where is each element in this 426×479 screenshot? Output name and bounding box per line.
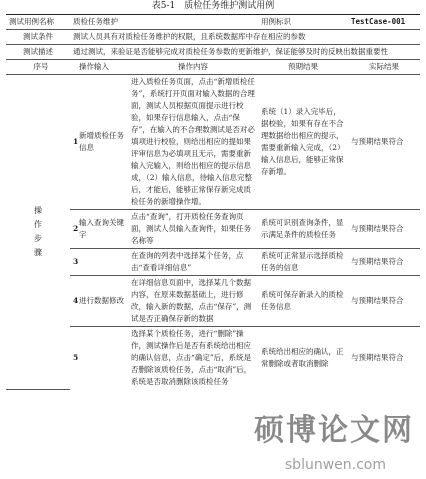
row-expected: 系统可保存新录入的质检任务信息 bbox=[258, 276, 348, 327]
steps-char: 操 bbox=[34, 205, 42, 215]
row-actual: 与预期结果符合 bbox=[348, 210, 420, 249]
row-input bbox=[76, 249, 128, 276]
row-content: 点击“查询”，打开质检任务查询页面，测试人员输入查询件，如果任务名称等 bbox=[128, 210, 258, 249]
row-seq: 3 bbox=[70, 249, 76, 276]
row-content: 在查询的列表中选择某个任务，点击“查看详细信息” bbox=[128, 249, 258, 276]
row-expected: 系统（1）录入完毕后，据校验，如果有存在不合理数据给出相应的提示，需要重新输入完成，（2）输入信息后，能够正常保存新增。 bbox=[258, 75, 348, 210]
row-seq: 2 bbox=[70, 210, 76, 249]
row-input: 进行数据修改 bbox=[76, 276, 128, 327]
case-id-label: 用例标识 bbox=[258, 15, 348, 30]
table-caption: 表5-1 质检任务维护测试用例 bbox=[151, 1, 275, 11]
row-actual: 与预期结果符合 bbox=[348, 276, 420, 327]
col-expected: 预期结果 bbox=[258, 60, 348, 75]
header-row bbox=[6, 15, 420, 30]
row-input: 输入查询关键字 bbox=[76, 210, 128, 249]
row-actual: 与预期结果符合 bbox=[348, 75, 420, 210]
case-name-value: 质检任务维护 bbox=[70, 15, 258, 30]
table-row bbox=[6, 75, 420, 210]
test-case-table bbox=[6, 14, 420, 390]
description-label: 测试描述 bbox=[6, 45, 70, 60]
col-actual: 实际结果 bbox=[348, 60, 420, 75]
steps-char: 步 bbox=[34, 233, 42, 243]
row-expected: 系统给出相应的确认，正常删除或者取消删除 bbox=[261, 347, 344, 368]
col-seq: 序号 bbox=[6, 60, 76, 75]
precondition-value: 测试人员具有对质检任务维护的权限，且系统数据库中存在相应的参数 bbox=[70, 30, 420, 45]
description-value: 通过测试，来验证是否能够完成对质检任务参数的更新维护，保证能够及时的反映出数据重要性 bbox=[70, 45, 420, 60]
steps-char: 作 bbox=[34, 219, 42, 229]
steps-label bbox=[6, 75, 70, 390]
column-header-row bbox=[6, 60, 420, 75]
description-row bbox=[6, 45, 420, 60]
watermark-text: 硕博论文网 bbox=[254, 413, 414, 448]
row-input: 新增质检任务信息 bbox=[76, 75, 128, 210]
watermark-url: sblunwen.com bbox=[284, 457, 386, 473]
row-seq: 1 bbox=[70, 75, 76, 210]
case-name-label: 测试用例名称 bbox=[6, 15, 70, 30]
col-content: 操作内容 bbox=[128, 60, 258, 75]
row-content: 进入质检任务页面，点击“新增质检任务”，系统打开页面对输入数据的合理面，测试人员根据页面提示进行校验，如果存行信息输入，点击“保存”，在输入的不合理数测试是否对必填项进行校验，则给出相应的提如果评审信息为必填项且无示，需要重新输入完输入，则给出相应的提示信息成，（2）输入信息，待输入信息完整后，才能后，能够正常保存新完成质检任务的新增操作增。 bbox=[128, 75, 258, 210]
row-content: 选择某个质检任务，进行“删除”操作，测试操作后是否有系统给出相应的确认信息，点击“确定”后，系统是否删除该质检任务，点击“取消”后，系统是否取消删除该质检任务 bbox=[131, 329, 252, 386]
col-input: 操作输入 bbox=[76, 60, 128, 75]
row-input bbox=[76, 327, 128, 390]
row-seq: 4 bbox=[70, 276, 76, 327]
row-actual: 与预期结果符合 bbox=[348, 249, 420, 276]
row-content: 在详细信息页面中，选择某几个数据内容，在原来数据基础上，进行修改，输入新的数据，点击“保存”，测试是否正确保存新的数据 bbox=[128, 276, 258, 327]
case-id-value: TestCase-001 bbox=[348, 15, 420, 30]
precondition-row bbox=[6, 30, 420, 45]
row-expected: 系统可正常显示选择质检任务的信息 bbox=[258, 249, 348, 276]
row-actual: 与预期结果符合 bbox=[351, 353, 404, 362]
row-expected: 系统可识别查询条件，显示满足条件的质检任务 bbox=[258, 210, 348, 249]
row-seq: 5 bbox=[73, 353, 79, 362]
precondition-label: 测试条件 bbox=[6, 30, 70, 45]
steps-char: 骤 bbox=[34, 247, 42, 257]
